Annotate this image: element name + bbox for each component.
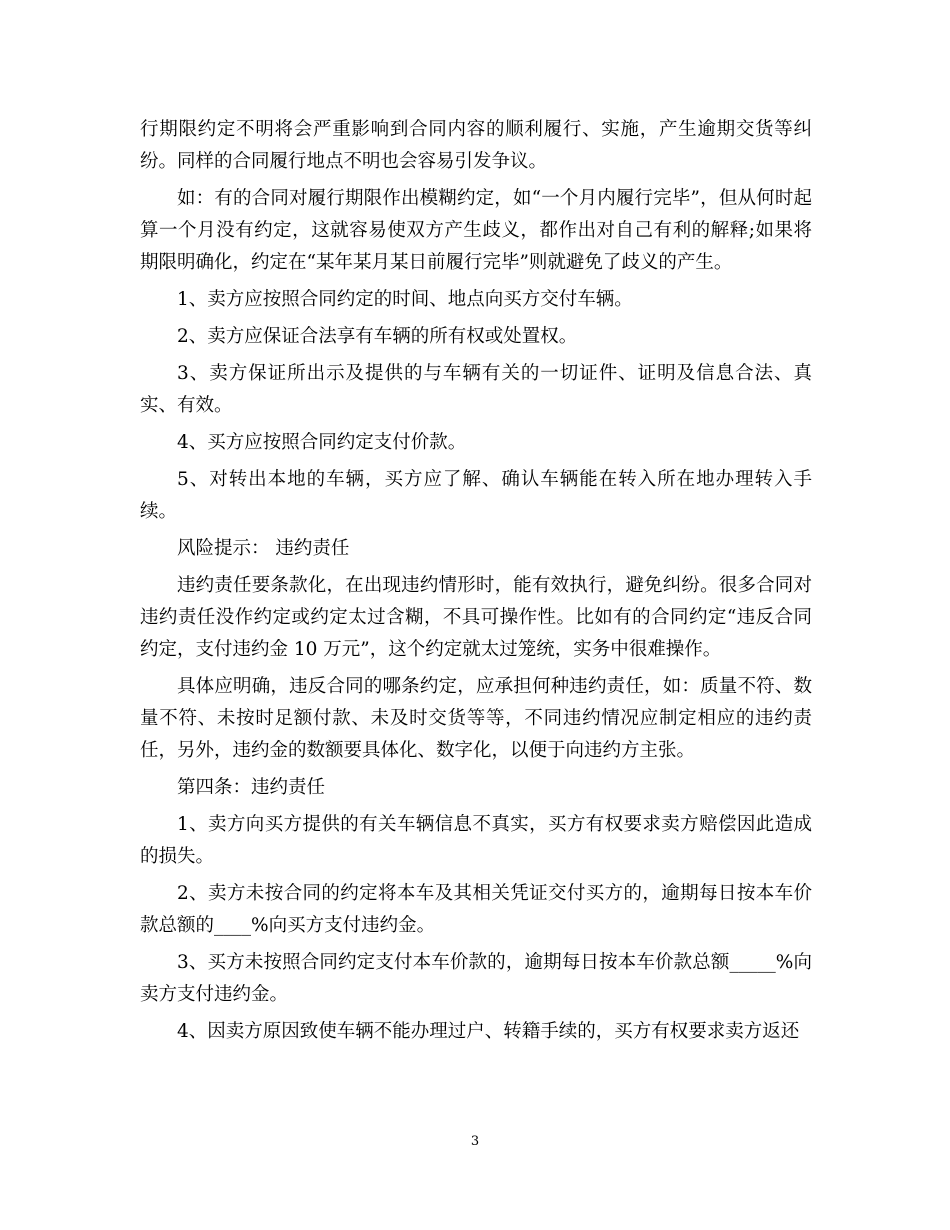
paragraph-12: 1、卖方向买方提供的有关车辆信息不真实，买方有权要求卖方赔偿因此造成的损失。 [140, 814, 812, 867]
paragraph-4: 2、卖方应保证合法享有车辆的所有权或处置权。 [177, 326, 578, 347]
section-heading-article-4: 第四条：违约责任 [177, 777, 326, 798]
paragraph-15: 4、因卖方原因致使车辆不能办理过户、转籍手续的，买方有权要求卖方返还 [177, 1021, 800, 1042]
page-number: 3 [470, 1134, 480, 1149]
paragraph-2: 如：有的合同对履行期限作出模糊约定，如“一个月内履行完毕”，但从何时起算一个月没有约定，这就容易使双方产生歧义，都作出对自己有利的解释;如果将期限明确化，约定在“某年某月某日前履行完毕”则就避免了歧义的产生。 [140, 188, 812, 273]
paragraph-10: 具体应明确，违反合同的哪条约定，应承担何种违约责任，如：质量不符、数量不符、未按时足额付款、未及时交货等等，不同违约情况应制定相应的违约责任，另外，违约金的数额要具体化、数字化，以便于向违约方主张。 [140, 676, 812, 761]
section-heading-risk: 风险提示： 违约责任 [177, 538, 350, 559]
paragraph-9: 违约责任要条款化，在出现违约情形时，能有效执行，避免纠纷。很多合同对违约责任没作约定或约定太过含糊，不具可操作性。比如有的合同约定“违反合同约定，支付违约金 10 万元”，这个约定就太过笼统，实务中很难操作。 [140, 575, 812, 660]
paragraph-13: 2、卖方未按合同的约定将本车及其相关凭证交付买方的，逾期每日按本车价款总额的____%向买方支付违约金。 [140, 883, 812, 936]
paragraph-1: 行期限约定不明将会严重影响到合同内容的顺利履行、实施，产生逾期交货等纠纷。同样的合同履行地点不明也会容易引发争议。 [140, 119, 812, 172]
document-body [140, 114, 812, 1053]
paragraph-14: 3、买方未按照合同约定支付本车价款的，逾期每日按本车价款总额_____%向卖方支付违约金。 [140, 952, 812, 1005]
paragraph-7: 5、对转出本地的车辆，买方应了解、确认车辆能在转入所在地办理转入手续。 [140, 469, 812, 522]
paragraph-3: 1、卖方应按照合同约定的时间、地点向买方交付车辆。 [177, 289, 633, 310]
paragraph-6: 4、买方应按照合同约定支付价款。 [177, 432, 467, 453]
paragraph-5: 3、卖方保证所出示及提供的与车辆有关的一切证件、证明及信息合法、真实、有效。 [140, 363, 812, 416]
